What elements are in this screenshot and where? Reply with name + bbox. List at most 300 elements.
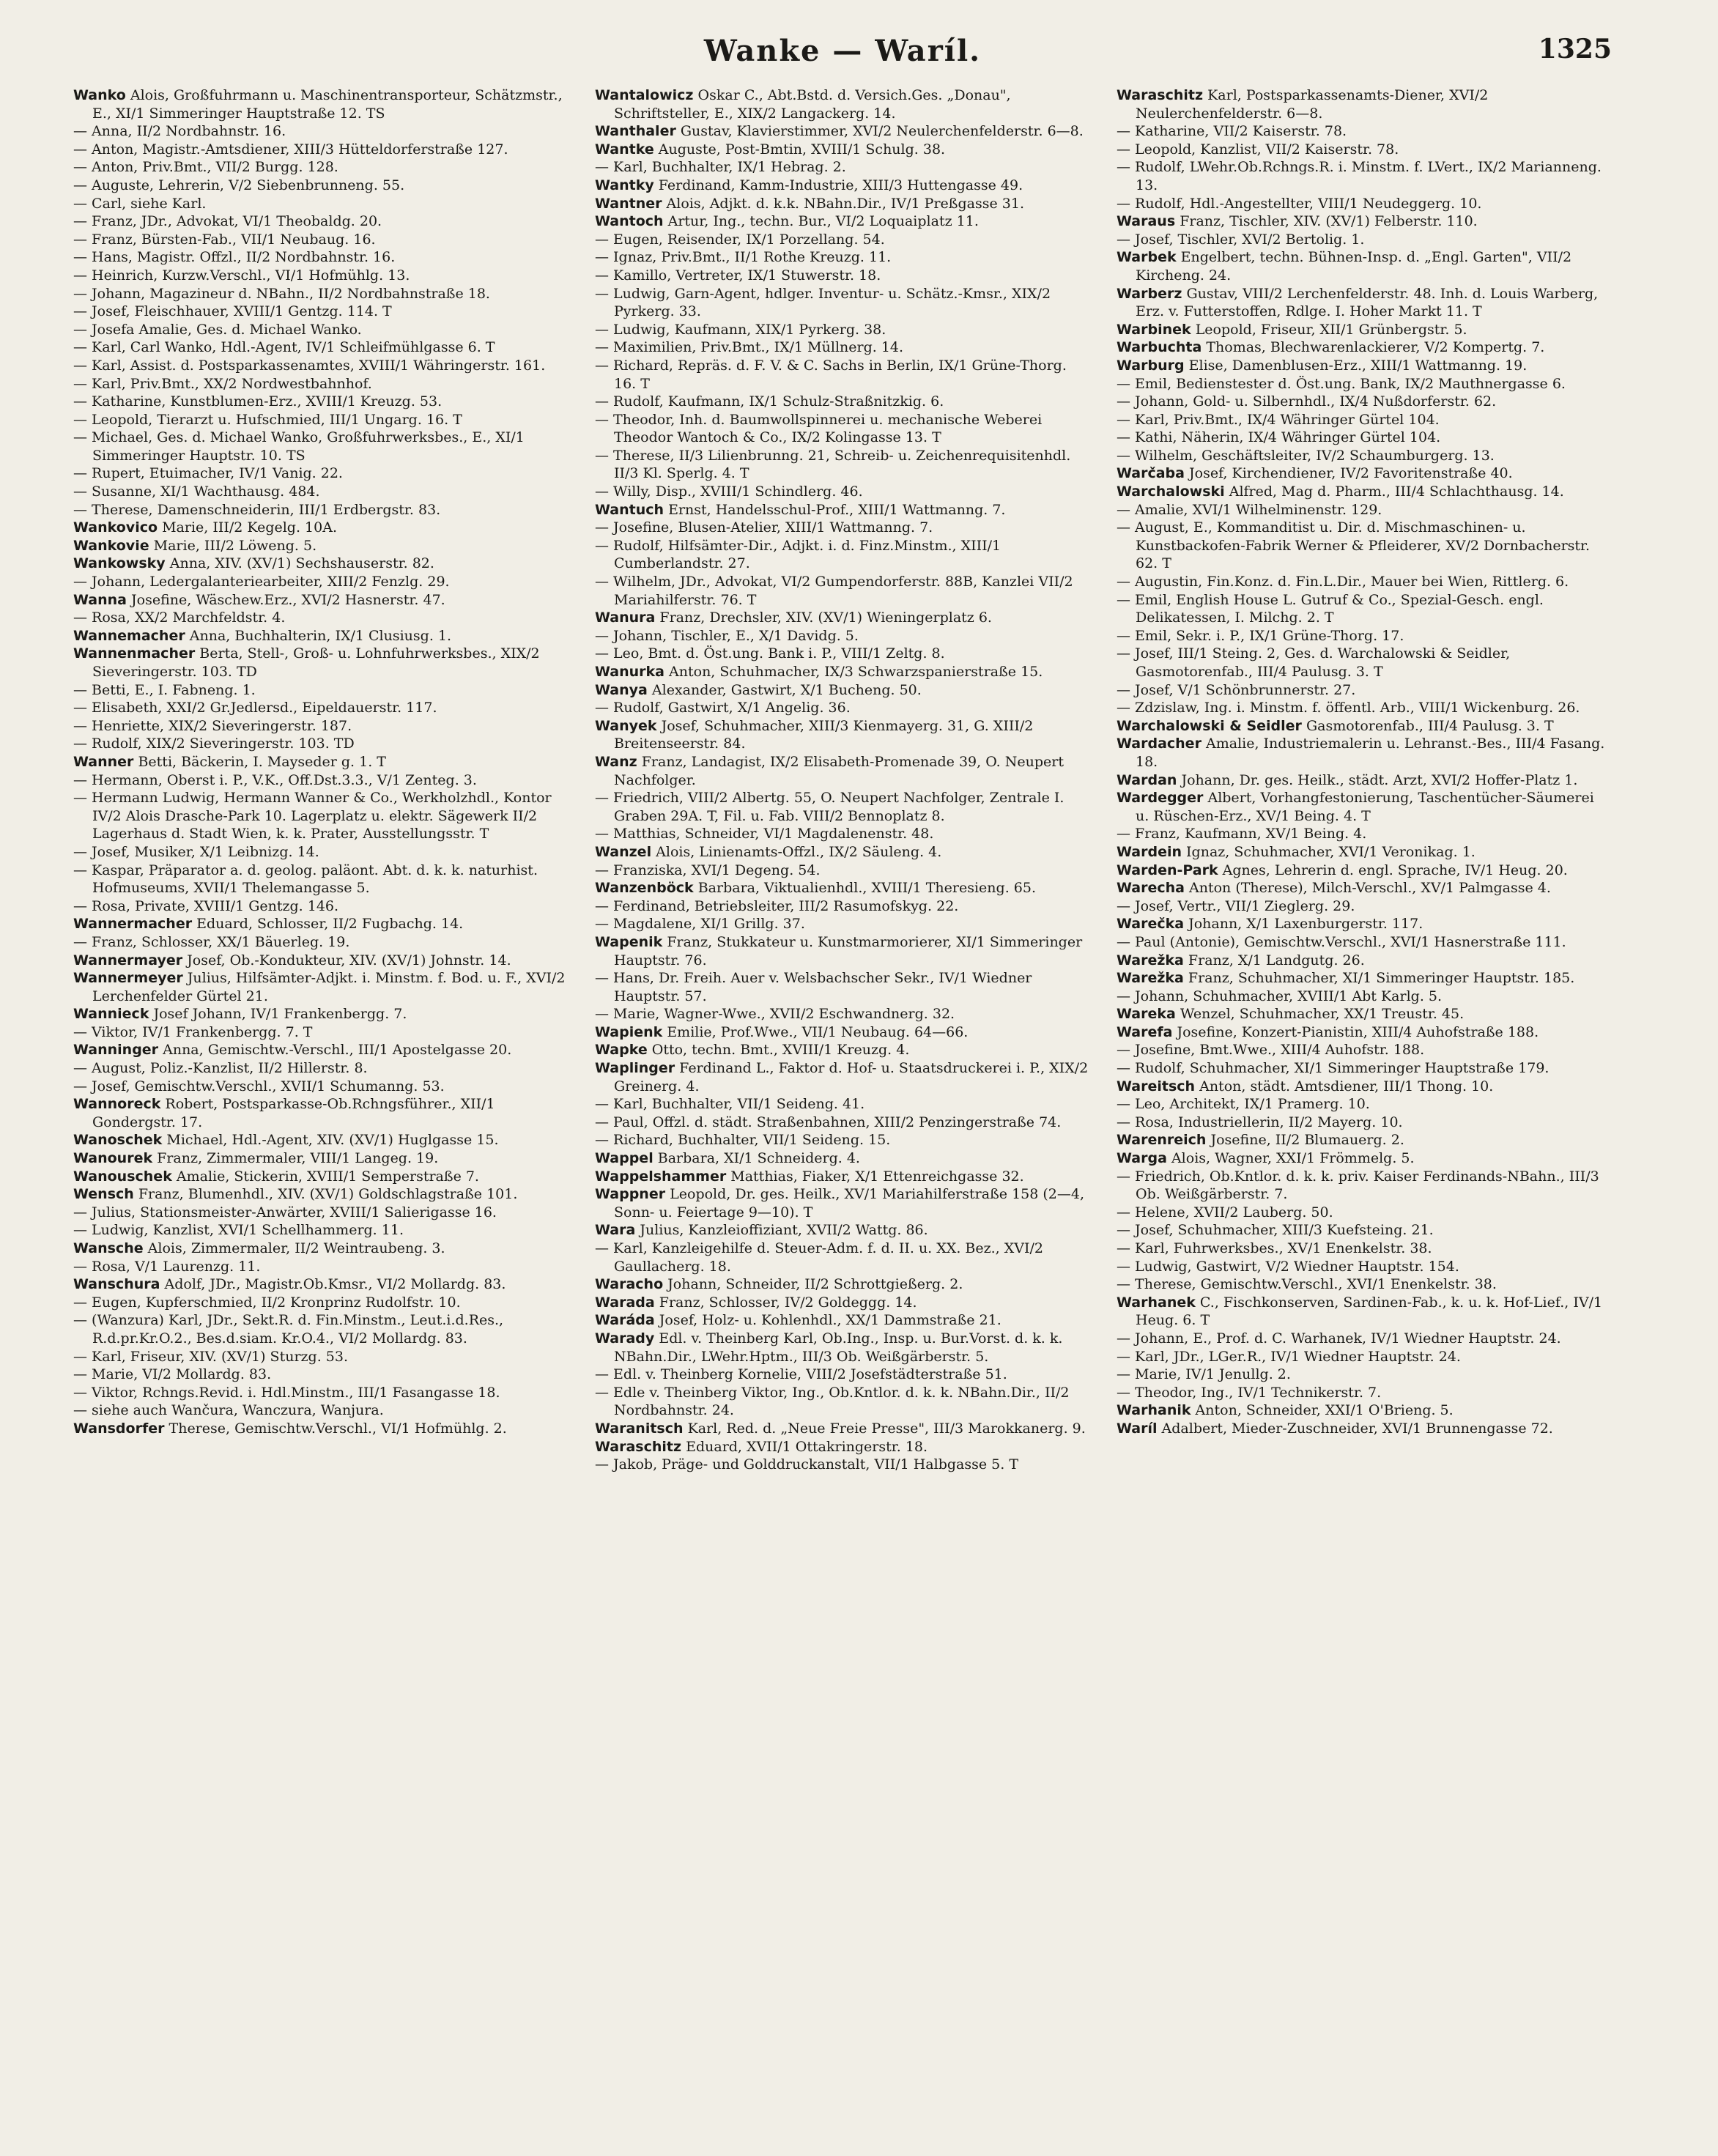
directory-entry (73, 303, 569, 321)
entry-details: — Franz, Schlosser, XX/1 Bäuerleg. 19. (73, 933, 350, 950)
entry-details: — Franziska, XVI/1 Degeng. 54. (595, 862, 821, 878)
directory-entry (1117, 429, 1612, 447)
directory-entry (73, 267, 569, 285)
directory-entry (73, 1095, 569, 1131)
directory-entry (73, 1401, 569, 1420)
entry-surname: Wardan (1117, 771, 1177, 788)
directory-entry (73, 681, 569, 700)
entry-surname: Wensch (73, 1186, 134, 1203)
entry-details: Gasmotorenfab., III/4 Paulusg. 3. T (1306, 717, 1554, 734)
directory-entry (595, 447, 1090, 483)
entry-details: Amalie, Industriemalerin u. Lehranst.-Bes., III/4 Fasang. 18. (1136, 736, 1605, 770)
directory-entry (595, 231, 1090, 249)
entry-details: — Ludwig, Gastwirt, V/2 Wiedner Hauptstr. 154. (1117, 1258, 1459, 1275)
entry-details: — Paul, Offzl. d. städt. Straßenbahnen, XIII/2 Penzingerstraße 74. (595, 1114, 1062, 1130)
directory-entry (73, 573, 569, 591)
directory-entry (73, 1041, 569, 1059)
entry-details: — Wilhelm, Geschäftsleiter, IV/2 Schaumburgerg. 13. (1117, 447, 1495, 464)
entry-surname: Waracho (595, 1276, 664, 1293)
entry-details: — Rudolf, XIX/2 Sieveringerstr. 103. TD (73, 736, 355, 752)
directory-entry (73, 1204, 569, 1222)
entry-details: — Karl, Kanzleigehilfe d. Steuer-Adm. f. d. II. u. XX. Bez., XVI/2 Gaullacherg. 18. (595, 1240, 1043, 1275)
entry-details: Franz, X/1 Landgutg. 26. (1188, 952, 1365, 968)
directory-entry (73, 771, 569, 790)
directory-entry (73, 789, 569, 843)
directory-entry (1117, 248, 1612, 284)
directory-entry (1117, 717, 1612, 736)
entry-details: — Marie, IV/1 Jenullg. 2. (1117, 1366, 1291, 1383)
entry-details: — Karl, Assist. d. Postsparkassenamtes, XVIII/1 Währingerstr. 161. (73, 357, 546, 374)
directory-entry (595, 862, 1090, 880)
entry-surname: Waranitsch (595, 1420, 684, 1437)
entry-details: — Rosa, XX/2 Marchfeldstr. 4. (73, 610, 286, 626)
entry-details: — Marie, VI/2 Mollardg. 83. (73, 1366, 272, 1383)
directory-entry (595, 627, 1090, 645)
entry-details: — Therese, Gemischtw.Verschl., XVI/1 Enenkelstr. 38. (1117, 1276, 1497, 1293)
directory-entry (73, 1275, 569, 1294)
entry-details: — Josef, III/1 Steing. 2, Ges. d. Warchalowski & Seidler, Gasmotorenfab., III/4 Paulusg. 3. T (1117, 645, 1511, 680)
entry-surname: Warchalowski & Seidler (1117, 717, 1302, 734)
directory-entry (595, 1311, 1090, 1330)
entry-details: — Ludwig, Kaufmann, XIX/1 Pyrkerg. 38. (595, 321, 886, 338)
entry-details: — Johann, E., Prof. d. C. Warhanek, IV/1 Wiedner Hauptstr. 24. (1117, 1330, 1561, 1346)
entry-details: — Kathi, Näherin, IX/4 Währinger Gürtel 104. (1117, 429, 1441, 446)
directory-entry (73, 411, 569, 429)
entry-details: — Hermann Ludwig, Hermann Wanner & Co., Werkholzhdl., Kontor IV/2 Alois Drasche-Park 10. Lagerplatz u. elektr. Sägewerk II/2 Lagerhaus d. Stadt Wien, k. k. Prater, Ausstellungsstr. T (73, 790, 552, 842)
entry-details: — Eugen, Reisender, IX/1 Porzellang. 54. (595, 231, 885, 248)
directory-entry (595, 1330, 1090, 1366)
entry-details: Ferdinand L., Faktor d. Hof- u. Staatsdruckerei i. P., XIX/2 Greinerg. 4. (614, 1060, 1089, 1094)
entry-details: Eduard, XVII/1 Ottakringerstr. 18. (686, 1438, 928, 1455)
entry-details: Alois, Adjkt. d. k.k. NBahn.Dir., IV/1 Preßgasse 31. (666, 195, 1024, 212)
directory-entry (73, 464, 569, 483)
directory-entry (595, 1384, 1090, 1420)
entry-details: — Theodor, Ing., IV/1 Technikerstr. 7. (1117, 1384, 1382, 1401)
entry-details: Adolf, JDr., Magistr.Ob.Kmsr., VI/2 Mollardg. 83. (164, 1276, 506, 1293)
entry-details: Marie, III/2 Kegelg. 10A. (162, 519, 337, 536)
entry-details: Johann, X/1 Laxenburgerstr. 117. (1188, 916, 1423, 933)
entry-surname: Warecha (1117, 880, 1185, 897)
directory-entry (73, 1348, 569, 1366)
entry-details: — Emil, Sekr. i. P., IX/1 Grüne-Thorg. 17. (1117, 627, 1404, 644)
directory-entry (73, 483, 569, 501)
directory-entry (73, 158, 569, 177)
directory-entry (1117, 627, 1612, 645)
entry-details: — Edl. v. Theinberg Kornelie, VIII/2 Josefstädterstraße 51. (595, 1366, 1007, 1383)
entry-details: Artur, Ing., techn. Bur., VI/2 Loquaiplatz 11. (667, 213, 979, 230)
entry-surname: Wanz (595, 753, 637, 770)
entry-details: — Franz, JDr., Advokat, VI/1 Theobaldg. 20. (73, 213, 382, 230)
entry-details: Anton, städt. Amtsdiener, III/1 Thong. 10. (1199, 1078, 1494, 1094)
directory-entry (73, 969, 569, 1005)
entry-surname: Waplinger (595, 1060, 675, 1077)
directory-entry (73, 195, 569, 213)
directory-entry (1117, 825, 1612, 843)
entry-details: — Rosa, Industriellerin, II/2 Mayerg. 10. (1117, 1114, 1403, 1130)
entry-surname: Wannemacher (73, 627, 185, 644)
entry-details: — Richard, Buchhalter, VII/1 Seideng. 15. (595, 1132, 891, 1149)
directory-entry (1117, 231, 1612, 249)
directory-entry (73, 735, 569, 753)
directory-entry (1117, 1041, 1612, 1059)
entry-details: Alois, Zimmermaler, II/2 Weintraubeng. 3. (147, 1240, 445, 1256)
entry-details: — Josef, Fleischhauer, XVIII/1 Gentzg. 114. T (73, 303, 392, 320)
entry-details: — Franz, Kaufmann, XV/1 Being. 4. (1117, 826, 1367, 842)
entry-details: Engelbert, techn. Bühnen-Insp. d. „Engl. Garten", VII/2 Kircheng. 24. (1136, 249, 1572, 284)
directory-entry (595, 1294, 1090, 1312)
directory-entry (595, 1023, 1090, 1042)
entry-details: Amalie, Stickerin, XVIII/1 Semperstraße 7. (176, 1168, 479, 1185)
directory-entry (73, 1420, 569, 1438)
directory-entry (595, 411, 1090, 447)
directory-entry (1117, 645, 1612, 681)
entry-details: — Ferdinand, Betriebsleiter, III/2 Rasumofskyg. 22. (595, 897, 959, 914)
directory-entry (595, 915, 1090, 933)
directory-entry (595, 1185, 1090, 1221)
directory-entry (1117, 897, 1612, 916)
directory-entry (1117, 1294, 1612, 1330)
entry-surname: Wapke (595, 1042, 648, 1059)
entry-details: Julius, Hilfsämter-Adjkt. i. Minstm. f. Bod. u. F., XVI/2 Lerchenfelder Gürtel 21. (92, 970, 566, 1004)
directory-entry (1117, 862, 1612, 880)
entry-surname: Warberz (1117, 285, 1182, 302)
directory-entry (595, 483, 1090, 501)
entry-details: — Johann, Ledergalanteriearbeiter, XIII/2 Fenzlg. 29. (73, 574, 450, 590)
directory-entry (1117, 591, 1612, 627)
entry-details: — Katharine, VII/2 Kaiserstr. 78. (1117, 123, 1347, 140)
entry-details: — (Wanzura) Karl, JDr., Sekt.R. d. Fin.Minstm., Leut.i.d.Res., R.d.pr.Kr.O.2., Bes.d.siam. Kr.O.4., VI/2 Mollardg. 83. (73, 1312, 504, 1346)
entry-details: — Leopold, Tierarzt u. Hufschmied, III/1 Ungarg. 16. T (73, 411, 462, 428)
directory-entry (73, 591, 569, 610)
entry-details: — Henriette, XIX/2 Sieveringerstr. 187. (73, 717, 352, 734)
entry-surname: Wareitsch (1117, 1078, 1196, 1094)
directory-entry (73, 1185, 569, 1204)
entry-details: — Johann, Magazineur d. NBahn., II/2 Nordbahnstraße 18. (73, 285, 490, 302)
directory-entry (73, 248, 569, 267)
directory-entry (73, 609, 569, 627)
entry-details: — Michael, Ges. d. Michael Wanko, Großfuhrwerksbes., E., XI/1 Simmeringer Hauptstr. 10. TS (73, 429, 525, 464)
entry-details: — Leo, Bmt. d. Öst.ung. Bank i. P., VIII/1 Zeltg. 8. (595, 645, 945, 662)
directory-entry (1117, 375, 1612, 393)
directory-entry (1117, 195, 1612, 213)
entry-details: — Jakob, Präge- und Golddruckanstalt, VII/1 Halbgasse 5. T (595, 1456, 1018, 1473)
entry-details: — Emil, Bedienstester d. Öst.ung. Bank, IX/2 Mauthnergasse 6. (1117, 375, 1566, 392)
entry-details: — Josef, V/1 Schönbrunnerstr. 27. (1117, 681, 1356, 698)
entry-details: Julius, Kanzleioffiziant, XVII/2 Wattg. 86. (640, 1222, 928, 1239)
entry-details: — Johann, Tischler, E., X/1 Davidg. 5. (595, 627, 859, 644)
directory-entry (73, 1005, 569, 1023)
entry-details: Franz, Blumenhdl., XIV. (XV/1) Goldschlagstraße 101. (138, 1186, 518, 1203)
entry-details: Barbara, Viktualienhdl., XVIII/1 Theresieng. 65. (697, 880, 1037, 897)
directory-entry (1117, 735, 1612, 771)
entry-details: Wenzel, Schuhmacher, XX/1 Treustr. 45. (1180, 1006, 1465, 1023)
directory-entry (595, 177, 1090, 195)
directory-entry (1117, 573, 1612, 591)
entry-surname: Warady (595, 1330, 655, 1346)
directory-entry (73, 1131, 569, 1149)
directory-entry (1117, 1420, 1612, 1438)
entry-details: — Franz, Bürsten-Fab., VII/1 Neubaug. 16. (73, 231, 376, 248)
entry-details: Ignaz, Schuhmacher, XVI/1 Veronikag. 1. (1186, 843, 1476, 860)
entry-surname: Wardacher (1117, 736, 1202, 752)
directory-entry (73, 357, 569, 375)
entry-details: Franz, Tischler, XIV. (XV/1) Felberstr. 110. (1180, 213, 1478, 230)
directory-entry (595, 663, 1090, 681)
entry-details: — Auguste, Lehrerin, V/2 Siebenbrunneng. 55. (73, 177, 405, 193)
directory-entry (595, 1114, 1090, 1132)
directory-entry (595, 357, 1090, 393)
entry-details: Johann, Dr. ges. Heilk., städt. Arzt, XVI/2 Hoffer-Platz 1. (1181, 771, 1578, 788)
entry-surname: Warečka (1117, 916, 1185, 933)
entry-details: Marie, III/2 Löweng. 5. (153, 537, 317, 554)
directory-entry (595, 879, 1090, 897)
entry-details: Franz, Schlosser, IV/2 Goldeggg. 14. (659, 1294, 917, 1311)
entry-details: Josefine, Konzert-Pianistin, XIII/4 Auhofstraße 188. (1177, 1023, 1539, 1040)
entry-details: Elise, Damenblusen-Erz., XIII/1 Wattmanng. 19. (1188, 357, 1528, 374)
entry-surname: Wanouschek (73, 1168, 172, 1185)
directory-entry (73, 86, 569, 122)
directory-entry (595, 573, 1090, 609)
entry-surname: Warga (1117, 1150, 1167, 1167)
directory-entry (73, 1168, 569, 1186)
directory-columns (73, 86, 1612, 2130)
directory-entry (73, 1366, 569, 1384)
directory-entry (1117, 519, 1612, 573)
entry-details: — Josef, Schuhmacher, XIII/3 Kuefsteing. 21. (1117, 1222, 1434, 1239)
entry-surname: Waraschitz (595, 1438, 682, 1455)
entry-surname: Wanourek (73, 1150, 153, 1167)
entry-details: — Edle v. Theinberg Viktor, Ing., Ob.Kntlor. d. k. k. NBahn.Dir., II/2 Nordbahnstr. 24. (595, 1384, 1070, 1419)
entry-surname: Wappelshammer (595, 1168, 727, 1185)
entry-details: — Hermann, Oberst i. P., V.K., Off.Dst.3.3., V/1 Zenteg. 3. (73, 771, 477, 788)
entry-details: — Karl, JDr., LGer.R., IV/1 Wiedner Hauptstr. 24. (1117, 1348, 1461, 1365)
entry-details: Berta, Stell-, Groß- u. Lohnfuhrwerksbes., XIX/2 Sieveringerstr. 103. TD (92, 645, 540, 680)
entry-details: Albert, Vorhangfestonierung, Taschentücher-Säumerei u. Rüschen-Erz., XV/1 Being. 4. T (1136, 790, 1594, 824)
entry-details: — Anna, II/2 Nordbahnstr. 16. (73, 123, 286, 140)
entry-details: Anton (Therese), Milch-Verschl., XV/1 Palmgasse 4. (1189, 880, 1551, 897)
entry-details: Ernst, Handelsschul-Prof., XIII/1 Wattmanng. 7. (668, 501, 1006, 518)
entry-surname: Wannenmacher (73, 645, 196, 662)
directory-entry (595, 1366, 1090, 1384)
entry-surname: Wara (595, 1222, 636, 1239)
entry-surname: Wantoch (595, 213, 664, 230)
entry-surname: Wantke (595, 141, 654, 158)
directory-entry (73, 862, 569, 897)
directory-entry (73, 699, 569, 717)
entry-surname: Wantner (595, 195, 662, 212)
directory-entry (595, 212, 1090, 231)
directory-entry (595, 1168, 1090, 1186)
entry-details: — Karl, Priv.Bmt., XX/2 Nordwestbahnhof. (73, 375, 372, 392)
entry-surname: Waraus (1117, 213, 1176, 230)
directory-entry (73, 212, 569, 231)
entry-details: Oskar C., Abt.Bstd. d. Versich.Ges. „Donau", Schriftsteller, E., XIX/2 Langackerg. 14. (614, 87, 1011, 122)
entry-details: Eduard, Schlosser, II/2 Fugbachg. 14. (196, 916, 464, 933)
directory-entry (1117, 411, 1612, 429)
directory-entry (1117, 879, 1612, 897)
entry-details: Michael, Hdl.-Agent, XIV. (XV/1) Huglgasse 15. (166, 1132, 499, 1149)
entry-details: — Betti, E., I. Fabneng. 1. (73, 681, 256, 698)
directory-entry (1117, 321, 1612, 339)
entry-details: — Willy, Disp., XVIII/1 Schindlerg. 46. (595, 484, 863, 500)
entry-details: C., Fischkonserven, Sardinen-Fab., k. u. k. Hof-Lief., IV/1 Heug. 6. T (1136, 1294, 1603, 1329)
directory-entry (73, 141, 569, 159)
directory-entry (595, 537, 1090, 573)
directory-entry (595, 609, 1090, 627)
entry-surname: Wanschura (73, 1276, 160, 1293)
entry-details: — Susanne, XI/1 Wachthausg. 484. (73, 484, 320, 500)
directory-entry (1117, 789, 1612, 825)
directory-entry (595, 1095, 1090, 1114)
entry-surname: Wannermacher (73, 916, 193, 933)
directory-entry (595, 825, 1090, 843)
directory-entry (73, 753, 569, 771)
page-title: Wanke — Waríl. (703, 34, 982, 68)
entry-details: Josefine, Wäschew.Erz., XVI/2 Hasnerstr. 47. (131, 591, 445, 608)
directory-entry (1117, 1240, 1612, 1258)
directory-entry (73, 501, 569, 519)
entry-surname: Wantuch (595, 501, 664, 518)
entry-details: — Friedrich, VIII/2 Albertg. 55, O. Neupert Nachfolger, Zentrale I. Graben 29A. T, Fil. u. Fab. VIII/2 Bennoplatz 8. (595, 790, 1065, 824)
directory-entry (595, 1059, 1090, 1095)
directory-entry (595, 195, 1090, 213)
entry-details: — Ludwig, Kanzlist, XVI/1 Schellhammerg. 11. (73, 1222, 404, 1239)
entry-surname: Wantalowicz (595, 87, 694, 103)
directory-entry (1117, 1168, 1612, 1204)
entry-surname: Warada (595, 1294, 655, 1311)
entry-details: Gustav, VIII/2 Lerchenfelderstr. 48. Inh. d. Louis Warberg, Erz. v. Futterstoffen, Rdlge. I. Hoher Markt 11. T (1136, 285, 1599, 320)
entry-details: Josef, Kirchendiener, IV/2 Favoritenstraße 40. (1189, 465, 1513, 482)
entry-details: Barbara, XI/1 Schneiderg. 4. (657, 1150, 860, 1167)
entry-details: — Johann, Schuhmacher, XVIII/1 Abt Karlg. 5. (1117, 988, 1443, 1004)
entry-surname: Wardein (1117, 843, 1182, 860)
directory-entry (73, 1023, 569, 1042)
entry-details: Josef, Holz- u. Kohlenhdl., XX/1 Dammstraße 21. (659, 1312, 1001, 1329)
entry-details: — Hans, Magistr. Offzl., II/2 Nordbahnstr. 16. (73, 249, 396, 266)
directory-entry (73, 177, 569, 195)
entry-details: — Matthias, Schneider, VI/1 Magdalenenstr. 48. (595, 826, 934, 842)
directory-entry (595, 519, 1090, 537)
directory-entry (73, 393, 569, 411)
entry-details: — Helene, XVII/2 Lauberg. 50. (1117, 1204, 1333, 1220)
entry-details: — Rupert, Etuimacher, IV/1 Vanig. 22. (73, 465, 343, 482)
directory-entry (1117, 338, 1612, 357)
entry-details: — Josefine, Bmt.Wwe., XIII/4 Auhofstr. 188. (1117, 1042, 1425, 1059)
directory-entry (595, 681, 1090, 700)
entry-details: Anna, Gemischtw.-Verschl., III/1 Apostelgasse 20. (163, 1042, 512, 1059)
entry-details: Josef, Schuhmacher, XIII/3 Kienmayerg. 31, G. XIII/2 Breitenseerstr. 84. (614, 717, 1034, 752)
directory-entry (1117, 1366, 1612, 1384)
directory-entry (73, 897, 569, 916)
entry-details: Alois, Wagner, XXI/1 Frömmelg. 5. (1171, 1150, 1415, 1167)
directory-entry (595, 158, 1090, 177)
entry-details: — Therese, II/3 Lilienbrunng. 21, Schreib- u. Zeichenrequisitenhdl. II/3 Kl. Sperlg. 4. T (595, 447, 1071, 482)
directory-entry (595, 789, 1090, 825)
entry-details: Alois, Großfuhrmann u. Maschinentransporteur, Schätzmstr., E., XI/1 Simmeringer Hauptstraße 12. TS (92, 87, 563, 122)
entry-details: Thomas, Blechwarenlackierer, V/2 Kompertg. 7. (1206, 339, 1545, 356)
entry-details: — Kamillo, Vertreter, IX/1 Stuwerstr. 18. (595, 267, 881, 284)
entry-details: — Josefa Amalie, Ges. d. Michael Wanko. (73, 321, 362, 338)
directory-entry (1117, 1078, 1612, 1096)
entry-details: — Ludwig, Garn-Agent, hdlger. Inventur- u. Schätz.-Kmsr., XIX/2 Pyrkerg. 33. (595, 285, 1051, 320)
column-1 (73, 86, 582, 2130)
directory-entry (1117, 501, 1612, 519)
entry-details: Franz, Stukkateur u. Kunstmarmorierer, XI/1 Simmeringer Hauptstr. 76. (614, 933, 1083, 968)
directory-entry (1117, 1401, 1612, 1420)
directory-entry (595, 393, 1090, 411)
directory-entry (1117, 1131, 1612, 1149)
entry-details: — Therese, Damenschneiderin, III/1 Erdbergstr. 83. (73, 501, 441, 518)
entry-surname: Warbinek (1117, 321, 1191, 338)
entry-surname: Warefa (1117, 1023, 1173, 1040)
entry-details: — Maximilien, Priv.Bmt., IX/1 Müllnerg. 14. (595, 339, 904, 356)
entry-details: Karl, Postsparkassenamts-Diener, XVI/2 Neulerchenfelderstr. 6—8. (1136, 87, 1489, 122)
directory-entry (595, 321, 1090, 339)
entry-details: — Rudolf, Schuhmacher, XI/1 Simmeringer Hauptstraße 179. (1117, 1060, 1549, 1077)
entry-surname: Wardegger (1117, 790, 1204, 807)
entry-details: — Rudolf, LWehr.Ob.Rchngs.R. i. Minstm. f. LVert., IX/2 Marianneng. 13. (1117, 159, 1602, 193)
entry-details: Franz, Drechsler, XIV. (XV/1) Wieningerplatz 6. (659, 610, 992, 626)
entry-details: — Rosa, V/1 Laurenzg. 11. (73, 1258, 261, 1275)
entry-details: Gustav, Klavierstimmer, XVI/2 Neulerchenfelderstr. 6—8. (680, 123, 1084, 140)
directory-entry (73, 915, 569, 933)
entry-surname: Wantky (595, 177, 654, 193)
directory-entry (1117, 158, 1612, 194)
entry-details: — Emil, English House L. Gutruf & Co., Spezial-Gesch. engl. Delikatessen, I. Milchg. 2. T (1117, 591, 1544, 626)
directory-entry (595, 141, 1090, 159)
entry-surname: Warbek (1117, 249, 1177, 266)
entry-surname: Wapienk (595, 1023, 663, 1040)
entry-details: Alexander, Gastwirt, X/1 Bucheng. 50. (651, 681, 922, 698)
page-header (73, 34, 1612, 78)
entry-details: — Zdzislaw, Ing. i. Minstm. f. öffentl. Arb., VIII/1 Wickenburg. 26. (1117, 700, 1580, 716)
entry-surname: Wanura (595, 610, 656, 626)
directory-entry (595, 1438, 1090, 1456)
directory-entry (595, 717, 1090, 753)
entry-surname: Wanzel (595, 843, 652, 860)
entry-surname: Warburg (1117, 357, 1185, 374)
directory-entry (73, 555, 569, 573)
directory-entry (1117, 771, 1612, 790)
column-3 (1103, 86, 1612, 2130)
entry-details: — Leopold, Kanzlist, VII/2 Kaiserstr. 78. (1117, 141, 1399, 158)
entry-surname: Warenreich (1117, 1132, 1207, 1149)
entry-surname: Wanna (73, 591, 127, 608)
directory-entry (1117, 969, 1612, 988)
page-number: 1325 (1538, 34, 1612, 64)
entry-surname: Warežka (1117, 952, 1184, 968)
entry-surname: Wareka (1117, 1006, 1176, 1023)
entry-details: — Josef, Tischler, XVI/2 Bertolig. 1. (1117, 231, 1365, 248)
entry-surname: Wannieck (73, 1006, 149, 1023)
entry-details: — Rudolf, Hilfsämter-Dir., Adjkt. i. d. Finz.Minstm., XIII/1 Cumberlandstr. 27. (595, 537, 1001, 572)
entry-details: Franz, Schuhmacher, XI/1 Simmeringer Hauptstr. 185. (1188, 970, 1575, 987)
entry-details: Robert, Postsparkasse-Ob.Rchngsführer., XII/1 Gondergstr. 17. (92, 1096, 495, 1130)
directory-entry (595, 645, 1090, 663)
entry-details: — Karl, Buchhalter, VII/1 Seideng. 41. (595, 1096, 865, 1113)
entry-details: Anton, Schuhmacher, IX/3 Schwarzspanierstraße 15. (669, 664, 1043, 680)
entry-surname: Wanthaler (595, 123, 676, 140)
entry-details: — Hans, Dr. Freih. Auer v. Welsbachscher Sekr., IV/1 Wiedner Hauptstr. 57. (595, 970, 1032, 1004)
entry-details: Alfred, Mag d. Pharm., III/4 Schlachthausg. 14. (1229, 484, 1564, 500)
entry-details: — Augustin, Fin.Konz. d. Fin.L.Dir., Mauer bei Wien, Rittlerg. 6. (1117, 574, 1569, 590)
directory-entry (1117, 464, 1612, 483)
entry-surname: Wansdorfer (73, 1420, 165, 1437)
entry-details: Franz, Landagist, IX/2 Elisabeth-Promenade 39, O. Neupert Nachfolger. (614, 753, 1064, 788)
entry-surname: Warčaba (1117, 465, 1185, 482)
entry-details: — Katharine, Kunstblumen-Erz., XVIII/1 Kreuzg. 53. (73, 393, 443, 410)
entry-surname: Wappel (595, 1150, 653, 1167)
